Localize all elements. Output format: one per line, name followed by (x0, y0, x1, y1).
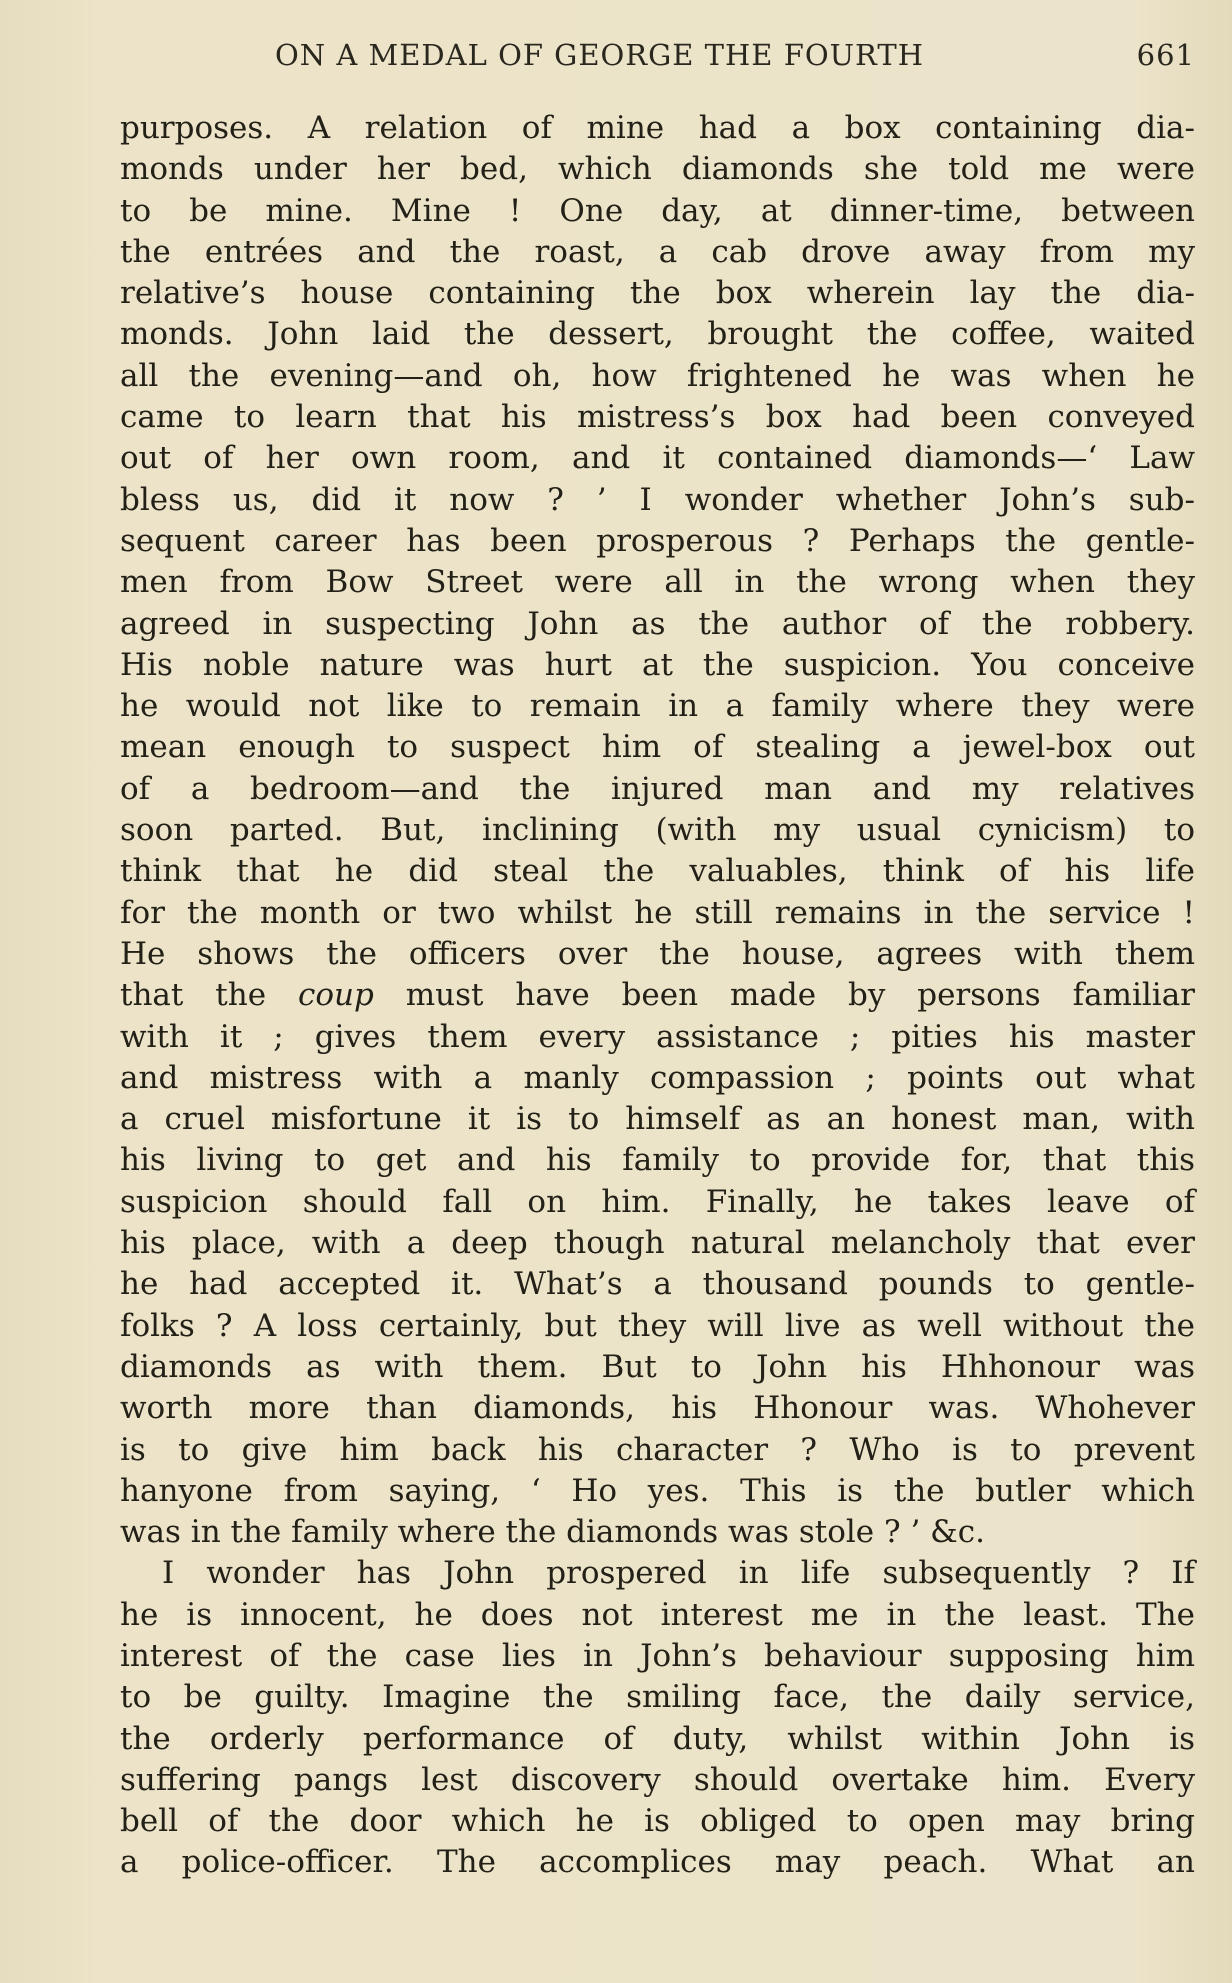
paragraph-end-line: was in the family where the diamonds was stole ? ’ &c. (120, 1514, 985, 1551)
text-line: a cruel misfortune it is to himself as an honest man, with (120, 1101, 1195, 1138)
text-line: bless us, did it now ? ’ I wonder whether John’s sub- (120, 481, 1195, 518)
text-line: folks ? A loss certainly, but they will live as well without the (120, 1307, 1195, 1344)
text-line: is to give him back his character ? Who is to prevent (120, 1431, 1195, 1468)
text-line: suffering pangs lest discovery should overtake him. Every (120, 1761, 1195, 1798)
text-line: diamonds as with them. But to John his Hhhonour was (120, 1348, 1195, 1385)
text-line: he is innocent, he does not interest me in the least. The (120, 1596, 1195, 1633)
text-run: must have been made by persons familiar (373, 977, 1196, 1014)
text-line: he would not like to remain in a family where they were (120, 688, 1195, 725)
text-line: to be mine. Mine ! One day, at dinner-time, between (120, 192, 1195, 229)
text-line: suspicion should fall on him. Finally, he takes leave of (120, 1183, 1195, 1220)
text-line: monds under her bed, which diamonds she told me were (120, 151, 1195, 188)
text-line: he had accepted it. What’s a thousand pounds to gentle- (120, 1266, 1195, 1303)
body-text (120, 108, 1195, 1884)
text-run: that the (120, 977, 298, 1014)
text-line: out of her own room, and it contained diamonds—‘ Law (120, 440, 1195, 477)
text-line: He shows the officers over the house, agrees with them (120, 935, 1195, 972)
text-line: sequent career has been prosperous ? Perhaps the gentle- (120, 522, 1195, 559)
italic-word-coup: coup (297, 977, 374, 1014)
running-title: ON A MEDAL OF GEORGE THE FOURTH (275, 38, 924, 72)
text-line: worth more than diamonds, his Hhonour was. Whohever (120, 1390, 1195, 1427)
text-line: hanyone from saying, ‘ Ho yes. This is the butler which (120, 1472, 1195, 1509)
text-line: his place, with a deep though natural melancholy that ever (120, 1225, 1195, 1262)
page-number: 661 (1136, 38, 1195, 72)
text-line: his living to get and his family to provide for, that this (120, 1142, 1195, 1179)
paragraph-start-line: I wonder has John prospered in life subsequently ? If (162, 1555, 1195, 1592)
text-line: purposes. A relation of mine had a box containing dia- (120, 110, 1195, 146)
text-line: agreed in suspecting John as the author of the robbery. (120, 605, 1195, 642)
text-line: men from Bow Street were all in the wrong when they (120, 564, 1195, 601)
text-line: for the month or two whilst he still remains in the service ! (120, 894, 1195, 931)
text-line: monds. John laid the dessert, brought the coffee, waited (120, 316, 1195, 353)
text-line: the entrées and the roast, a cab drove away from my (120, 233, 1195, 270)
text-line: relative’s house containing the box wherein lay the dia- (120, 275, 1195, 312)
text-line: mean enough to suspect him of stealing a jewel-box out (120, 729, 1195, 766)
text-line: came to learn that his mistress’s box had been conveyed (120, 399, 1195, 436)
text-line: bell of the door which he is obliged to open may bring (120, 1803, 1195, 1840)
text-line: to be guilty. Imagine the smiling face, the daily service, (120, 1679, 1195, 1716)
text-line: His noble nature was hurt at the suspicion. You conceive (120, 646, 1195, 683)
text-line: all the evening—and oh, how frightened he was when he (120, 357, 1195, 394)
text-line: and mistress with a manly compassion ; points out what (120, 1059, 1195, 1096)
text-line: of a bedroom—and the injured man and my relatives (120, 770, 1195, 807)
text-line: the orderly performance of duty, whilst within John is (120, 1720, 1195, 1757)
text-line-with-italic (120, 975, 1195, 1016)
running-head (275, 30, 1195, 80)
text-line: interest of the case lies in John’s behaviour supposing him (120, 1637, 1195, 1674)
text-line: soon parted. But, inclining (with my usual cynicism) to (120, 812, 1195, 849)
text-line: think that he did steal the valuables, think of his life (120, 853, 1195, 890)
text-line: with it ; gives them every assistance ; pities his master (120, 1018, 1195, 1055)
text-line: a police-officer. The accomplices may peach. What an (120, 1844, 1195, 1881)
